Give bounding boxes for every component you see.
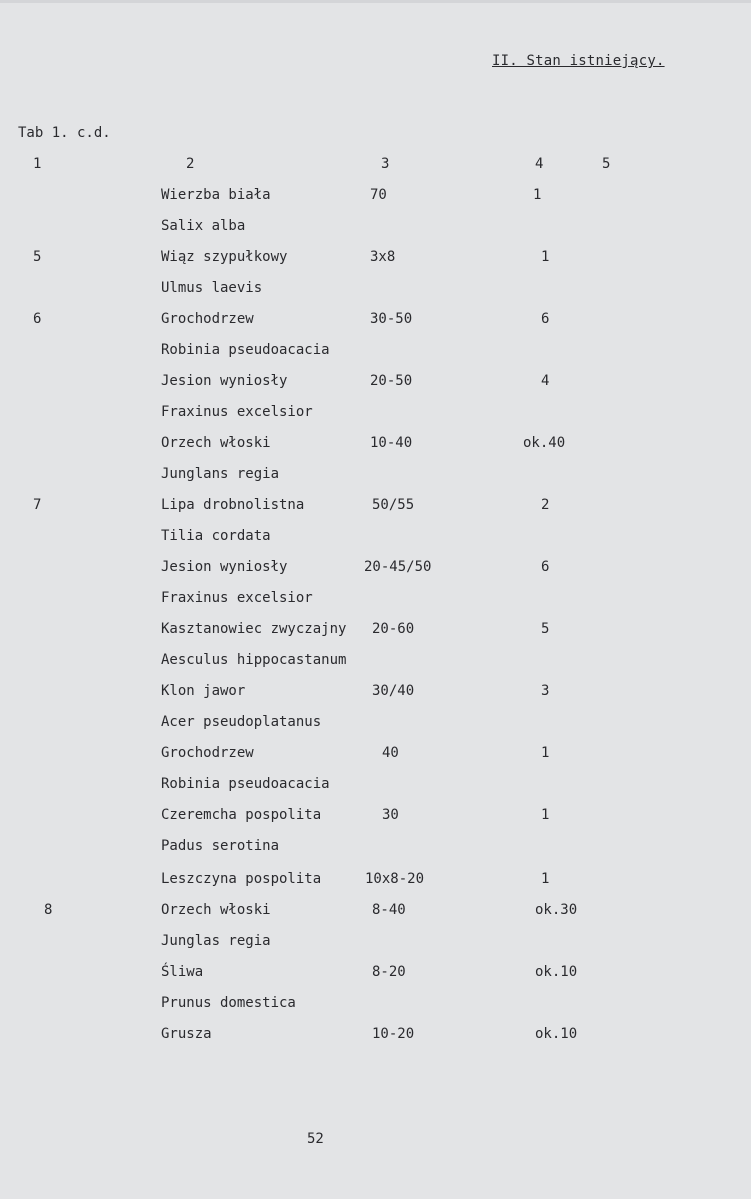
column-header-2: 2 bbox=[186, 156, 195, 172]
species-latin-name: Salix alba bbox=[161, 218, 246, 234]
row-number: 5 bbox=[33, 249, 42, 265]
tree-count: ok.40 bbox=[523, 435, 566, 451]
dimension-value: 20-50 bbox=[370, 373, 413, 389]
species-latin-name: Robinia pseudoacacia bbox=[161, 342, 330, 358]
species-latin-name: Prunus domestica bbox=[161, 995, 296, 1011]
species-latin-name: Junglas regia bbox=[161, 933, 271, 949]
dimension-value: 30 bbox=[382, 807, 399, 823]
top-edge bbox=[0, 0, 751, 3]
section-header: II. Stan istniejący. bbox=[492, 53, 665, 69]
row-number: 8 bbox=[44, 902, 53, 918]
dimension-value: 8-20 bbox=[372, 964, 406, 980]
dimension-value: 20-60 bbox=[372, 621, 415, 637]
dimension-value: 10x8-20 bbox=[365, 871, 425, 887]
species-latin-name: Padus serotina bbox=[161, 838, 280, 854]
tree-count: 1 bbox=[541, 249, 550, 265]
tree-count: ok.30 bbox=[535, 902, 578, 918]
row-number: 6 bbox=[33, 311, 42, 327]
species-name: Orzech włoski bbox=[161, 435, 271, 451]
dimension-value: 70 bbox=[370, 187, 387, 203]
column-header-1: 1 bbox=[33, 156, 42, 172]
column-header-5: 5 bbox=[602, 156, 611, 172]
tree-count: 1 bbox=[541, 807, 550, 823]
row-number: 7 bbox=[33, 497, 42, 513]
species-name: Jesion wyniosły bbox=[161, 559, 288, 575]
dimension-value: 3x8 bbox=[370, 249, 396, 265]
species-name: Orzech włoski bbox=[161, 902, 271, 918]
dimension-value: 10-40 bbox=[370, 435, 413, 451]
tree-count: 1 bbox=[541, 745, 550, 761]
species-name: Grusza bbox=[161, 1026, 212, 1042]
species-latin-name: Fraxinus excelsior bbox=[161, 590, 313, 606]
species-latin-name: Tilia cordata bbox=[161, 528, 271, 544]
species-name: Klon jawor bbox=[161, 683, 246, 699]
tree-count: 3 bbox=[541, 683, 550, 699]
tree-count: 1 bbox=[541, 871, 550, 887]
tree-count: 5 bbox=[541, 621, 550, 637]
species-latin-name: Acer pseudoplatanus bbox=[161, 714, 322, 730]
tree-count: 4 bbox=[541, 373, 550, 389]
dimension-value: 30-50 bbox=[370, 311, 413, 327]
species-name: Grochodrzew bbox=[161, 745, 254, 761]
species-latin-name: Junglans regia bbox=[161, 466, 280, 482]
tree-count: 6 bbox=[541, 311, 550, 327]
species-latin-name: Aesculus hippocastanum bbox=[161, 652, 347, 668]
dimension-value: 10-20 bbox=[372, 1026, 415, 1042]
tree-count: ok.10 bbox=[535, 964, 578, 980]
species-name: Śliwa bbox=[161, 964, 204, 980]
species-latin-name: Fraxinus excelsior bbox=[161, 404, 313, 420]
species-name: Wierzba biała bbox=[161, 187, 271, 203]
dimension-value: 8-40 bbox=[372, 902, 406, 918]
dimension-value: 30/40 bbox=[372, 683, 415, 699]
species-latin-name: Robinia pseudoacacia bbox=[161, 776, 330, 792]
tree-count: 1 bbox=[533, 187, 542, 203]
dimension-value: 20-45/50 bbox=[364, 559, 432, 575]
species-name: Czeremcha pospolita bbox=[161, 807, 322, 823]
species-name: Kasztanowiec zwyczajny bbox=[161, 621, 347, 637]
column-header-3: 3 bbox=[381, 156, 390, 172]
page-number: 52 bbox=[307, 1131, 324, 1147]
species-latin-name: Ulmus laevis bbox=[161, 280, 263, 296]
column-header-4: 4 bbox=[535, 156, 544, 172]
species-name: Lipa drobnolistna bbox=[161, 497, 305, 513]
table-title: Tab 1. c.d. bbox=[18, 125, 111, 141]
tree-count: 6 bbox=[541, 559, 550, 575]
tree-count: 2 bbox=[541, 497, 550, 513]
species-name: Wiąz szypułkowy bbox=[161, 249, 288, 265]
dimension-value: 40 bbox=[382, 745, 399, 761]
dimension-value: 50/55 bbox=[372, 497, 415, 513]
tree-count: ok.10 bbox=[535, 1026, 578, 1042]
species-name: Jesion wyniosły bbox=[161, 373, 288, 389]
species-name: Leszczyna pospolita bbox=[161, 871, 322, 887]
species-name: Grochodrzew bbox=[161, 311, 254, 327]
